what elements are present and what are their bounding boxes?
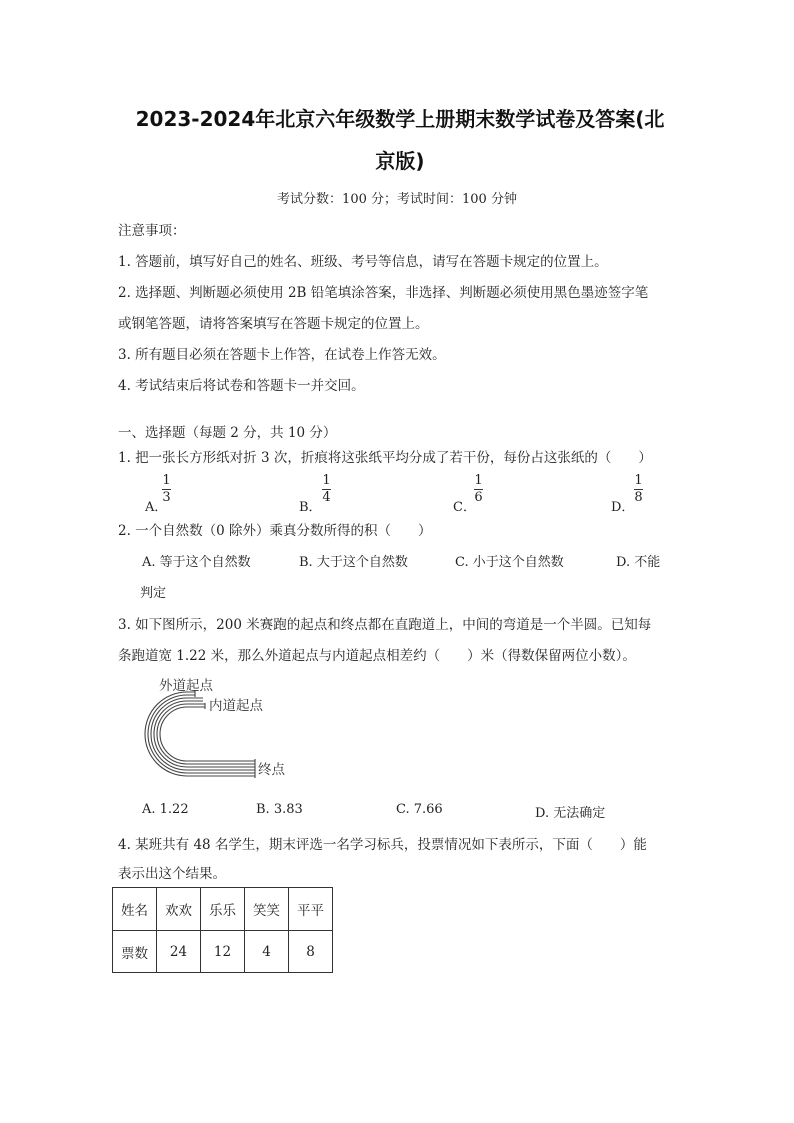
table-row xyxy=(113,888,333,931)
exam-info: 考试分数：100 分；考试时间：100 分钟 xyxy=(277,192,517,207)
q3-option-d: D. 无法确定 xyxy=(535,806,606,821)
table-cell: 24 xyxy=(157,931,201,973)
q3-option-c: C. 7.66 xyxy=(396,802,443,817)
section1-heading: 一、选择题（每题 2 分，共 10 分） xyxy=(118,425,337,441)
label-finish: 终点 xyxy=(258,762,285,778)
table-row xyxy=(113,931,333,973)
vote-table xyxy=(112,887,333,973)
notice-item-2: 2. 选择题、判断题必须使用 2B 铅笔填涂答案，非选择、判断题必须使用黑色墨迹签字笔 xyxy=(118,285,649,301)
header-cell: 姓名 xyxy=(113,888,157,931)
q1-stem: 1. 把一张长方形纸对折 3 次，折痕将这张纸平均分成了若干份，每份占这张纸的（ ） xyxy=(118,450,652,466)
q4-stem-line2: 表示出这个结果。 xyxy=(118,866,226,882)
fraction-numerator: 1 xyxy=(474,473,483,488)
q2-option-d-cont: 判定 xyxy=(140,586,167,601)
q1-option-d-letter: D． xyxy=(611,500,635,515)
fraction-denominator: 3 xyxy=(162,490,171,505)
q4-stem-line1: 4. 某班共有 48 名学生，期末评选一名学习标兵，投票情况如下表所示，下面（ ）能 xyxy=(118,837,647,853)
q1-option-a-letter: A． xyxy=(145,500,168,515)
notice-item-4: 4. 考试结束后将试卷和答题卡一并交回。 xyxy=(118,378,365,394)
notice-item-2-cont: 或钢笔答题，请将答案填写在答题卡规定的位置上。 xyxy=(118,316,429,332)
q2-option-b: B. 大于这个自然数 xyxy=(299,555,408,570)
notice-heading: 注意事项： xyxy=(118,223,186,239)
q1-option-a-fraction xyxy=(162,474,171,505)
q1-option-c-fraction xyxy=(474,474,483,505)
fraction-numerator: 1 xyxy=(634,473,643,488)
label-inner-start: 内道起点 xyxy=(209,698,263,714)
fraction-numerator: 1 xyxy=(162,473,171,488)
q2-option-c: C. 小于这个自然数 xyxy=(455,555,564,570)
exam-title-line1: 2023-2024年北京六年级数学上册期末数学试卷及答案(北 xyxy=(135,107,665,131)
table-cell: 4 xyxy=(245,931,289,973)
q1-option-b-letter: B． xyxy=(299,500,322,515)
q1-option-d-fraction xyxy=(634,474,643,505)
table-cell: 8 xyxy=(289,931,333,973)
q3-option-a: A. 1.22 xyxy=(142,802,189,817)
q3-stem-line2: 条跑道宽 1.22 米，那么外道起点与内道起点相差约（ ）米（得数保留两位小数）。 xyxy=(118,648,636,664)
fraction-numerator: 1 xyxy=(322,473,331,488)
q2-option-a: A. 等于这个自然数 xyxy=(142,555,251,570)
label-outer-start: 外道起点 xyxy=(159,678,213,694)
q3-track-figure xyxy=(125,676,305,786)
exam-title-line2: 京版) xyxy=(375,149,425,173)
notice-item-3: 3. 所有题目必须在答题卡上作答，在试卷上作答无效。 xyxy=(118,347,446,363)
header-cell: 欢欢 xyxy=(157,888,201,931)
q1-option-c-letter: C． xyxy=(453,500,476,515)
track-lane-6 xyxy=(160,707,255,761)
fraction-denominator: 8 xyxy=(634,490,643,505)
q3-stem-line1: 3. 如下图所示，200 米赛跑的起点和终点都在直跑道上，中间的弯道是一个半圆。已知每 xyxy=(118,617,652,633)
table-cell: 票数 xyxy=(113,931,157,973)
q1-option-b-fraction xyxy=(322,474,331,505)
header-cell: 乐乐 xyxy=(201,888,245,931)
q2-stem: 2. 一个自然数（0 除外）乘真分数所得的积（ ） xyxy=(118,523,432,539)
fraction-denominator: 6 xyxy=(474,490,483,505)
header-cell: 笑笑 xyxy=(245,888,289,931)
q3-option-b: B. 3.83 xyxy=(256,802,303,817)
notice-item-1: 1. 答题前，填写好自己的姓名、班级、考号等信息，请写在答题卡规定的位置上。 xyxy=(118,254,608,270)
header-cell: 平平 xyxy=(289,888,333,931)
fraction-denominator: 4 xyxy=(322,490,331,505)
table-cell: 12 xyxy=(201,931,245,973)
q2-option-d: D. 不能 xyxy=(616,555,661,570)
